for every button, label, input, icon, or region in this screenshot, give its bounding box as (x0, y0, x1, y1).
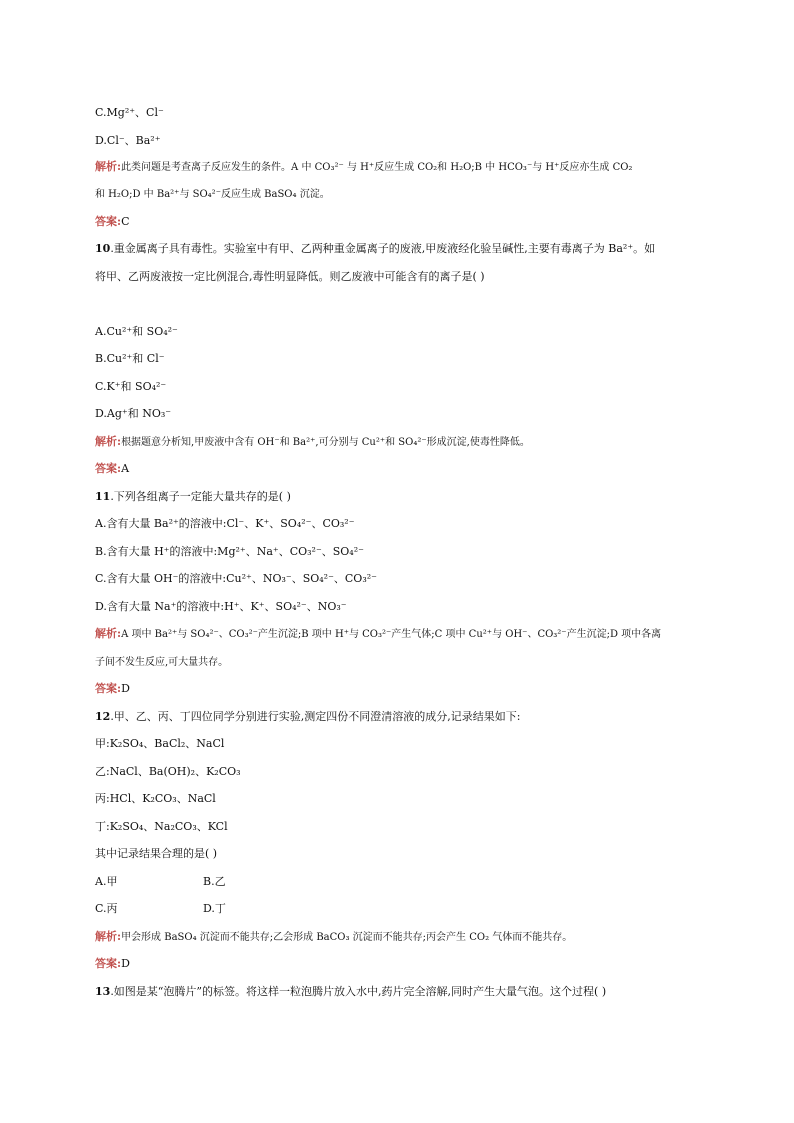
question-line (95, 242, 655, 256)
option-text: C.含有大量 OH⁻的溶液中:Cu²⁺、NO₃⁻、SO₄²⁻、CO₃²⁻ (95, 572, 377, 585)
answer-value: D (121, 682, 130, 695)
explanation-line (95, 627, 661, 642)
option-pair (95, 875, 226, 889)
text-line (95, 847, 217, 861)
question-text: .下列各组离子一定能大量共存的是( ) (110, 490, 291, 503)
option-line (95, 380, 166, 394)
question-line (95, 710, 521, 724)
answer-label: 答案: (95, 957, 122, 970)
text-line (95, 737, 224, 751)
option-left: C.丙 (95, 902, 118, 915)
answer-label: 答案: (95, 215, 122, 228)
explanation-text: 和 H₂O;D 中 Ba²⁺与 SO₄²⁻反应生成 BaSO₄ 沉淀。 (95, 189, 330, 200)
text-line (95, 765, 241, 779)
answer-value: A (121, 462, 130, 475)
option-line (95, 106, 164, 120)
explanation-line (95, 435, 530, 450)
option-left: A.甲 (95, 875, 118, 888)
answer-value: C (121, 215, 130, 228)
question-line (95, 490, 291, 504)
option-line (95, 545, 364, 559)
option-text: D.Ag⁺和 NO₃⁻ (95, 407, 172, 420)
option-pair (95, 902, 226, 916)
option-line (95, 407, 171, 421)
option-text: D.Cl⁻、Ba²⁺ (95, 134, 161, 147)
option-text: C.Mg²⁺、Cl⁻ (95, 106, 164, 119)
option-line (95, 352, 165, 366)
body-text: 其中记录结果合理的是( ) (95, 847, 218, 860)
explanation-text: 根据题意分析知,甲废液中含有 OH⁻和 Ba²⁺,可分别与 Cu²⁺和 SO₄²⁻形成沉淀,使毒性降低。 (121, 437, 530, 448)
option-line (95, 517, 355, 531)
body-text: 甲:K₂SO₄、BaCl₂、NaCl (95, 737, 225, 750)
question-line (95, 985, 606, 999)
body-text: 丙:HCl、K₂CO₃、NaCl (95, 792, 216, 805)
answer-line (95, 215, 129, 229)
text-line (95, 270, 485, 284)
text-line (95, 792, 216, 806)
question-number: 12 (95, 710, 111, 723)
explanation-line (95, 160, 632, 175)
answer-value: D (121, 957, 130, 970)
question-number: 10 (95, 242, 111, 255)
option-line (95, 600, 347, 614)
body-text: 丁:K₂SO₄、Na₂CO₃、KCl (95, 820, 228, 833)
explanation-line (95, 655, 228, 670)
answer-line (95, 682, 130, 696)
answer-label: 答案: (95, 682, 122, 695)
question-text: .如图是某“泡腾片”的标签。将这样一粒泡腾片放入水中,药片完全溶解,同时产生大量气泡。这个过程( ) (110, 985, 607, 998)
body-text: 乙:NaCl、Ba(OH)₂、K₂CO₃ (95, 765, 241, 778)
explanation-text: 子间不发生反应,可大量共存。 (95, 657, 229, 668)
question-text: .重金属离子具有毒性。实验室中有甲、乙两种重金属离子的废液,甲废液经化验呈碱性,主要有毒离子为 Ba²⁺。如 (110, 242, 656, 255)
explanation-text: 此类问题是考查离子反应发生的条件。A 中 CO₃²⁻ 与 H⁺反应生成 CO₂和 H₂O;B 中 HCO₃⁻与 H⁺反应亦生成 CO₂ (121, 162, 633, 173)
explanation-text: A 项中 Ba²⁺与 SO₄²⁻、CO₃²⁻产生沉淀;B 项中 H⁺与 CO₃²⁻产生气体;C 项中 Cu²⁺与 OH⁻、CO₃²⁻产生沉淀;D 项中各离 (121, 629, 662, 640)
option-text: D.含有大量 Na⁺的溶液中:H⁺、K⁺、SO₄²⁻、NO₃⁻ (95, 600, 347, 613)
option-line (95, 134, 161, 148)
question-number: 11 (95, 490, 111, 503)
option-line (95, 572, 377, 586)
option-text: A.Cu²⁺和 SO₄²⁻ (95, 325, 178, 338)
text-line (95, 820, 228, 834)
explanation-line (95, 930, 572, 945)
option-text: C.K⁺和 SO₄²⁻ (95, 380, 167, 393)
answer-label: 答案: (95, 462, 122, 475)
option-right: D.丁 (203, 902, 226, 915)
option-text: B.含有大量 H⁺的溶液中:Mg²⁺、Na⁺、CO₃²⁻、SO₄²⁻ (95, 545, 364, 558)
option-text: B.Cu²⁺和 Cl⁻ (95, 352, 165, 365)
option-right: B.乙 (203, 875, 226, 888)
explanation-label: 解析: (95, 435, 122, 448)
explanation-label: 解析: (95, 627, 122, 640)
answer-line (95, 462, 129, 476)
explanation-label: 解析: (95, 930, 122, 943)
question-number: 13 (95, 985, 111, 998)
body-text: 将甲、乙两废液按一定比例混合,毒性明显降低。则乙废液中可能含有的离子是( ) (95, 270, 485, 283)
explanation-text: 甲会形成 BaSO₄ 沉淀而不能共存;乙会形成 BaCO₃ 沉淀而不能共存;丙会产生 CO₂ 气体而不能共存。 (121, 932, 573, 943)
answer-line (95, 957, 130, 971)
option-line (95, 325, 178, 339)
question-text: .甲、乙、丙、丁四位同学分别进行实验,测定四份不同澄清溶液的成分,记录结果如下: (110, 710, 521, 723)
explanation-label: 解析: (95, 160, 122, 173)
explanation-line (95, 187, 330, 202)
option-text: A.含有大量 Ba²⁺的溶液中:Cl⁻、K⁺、SO₄²⁻、CO₃²⁻ (95, 517, 355, 530)
